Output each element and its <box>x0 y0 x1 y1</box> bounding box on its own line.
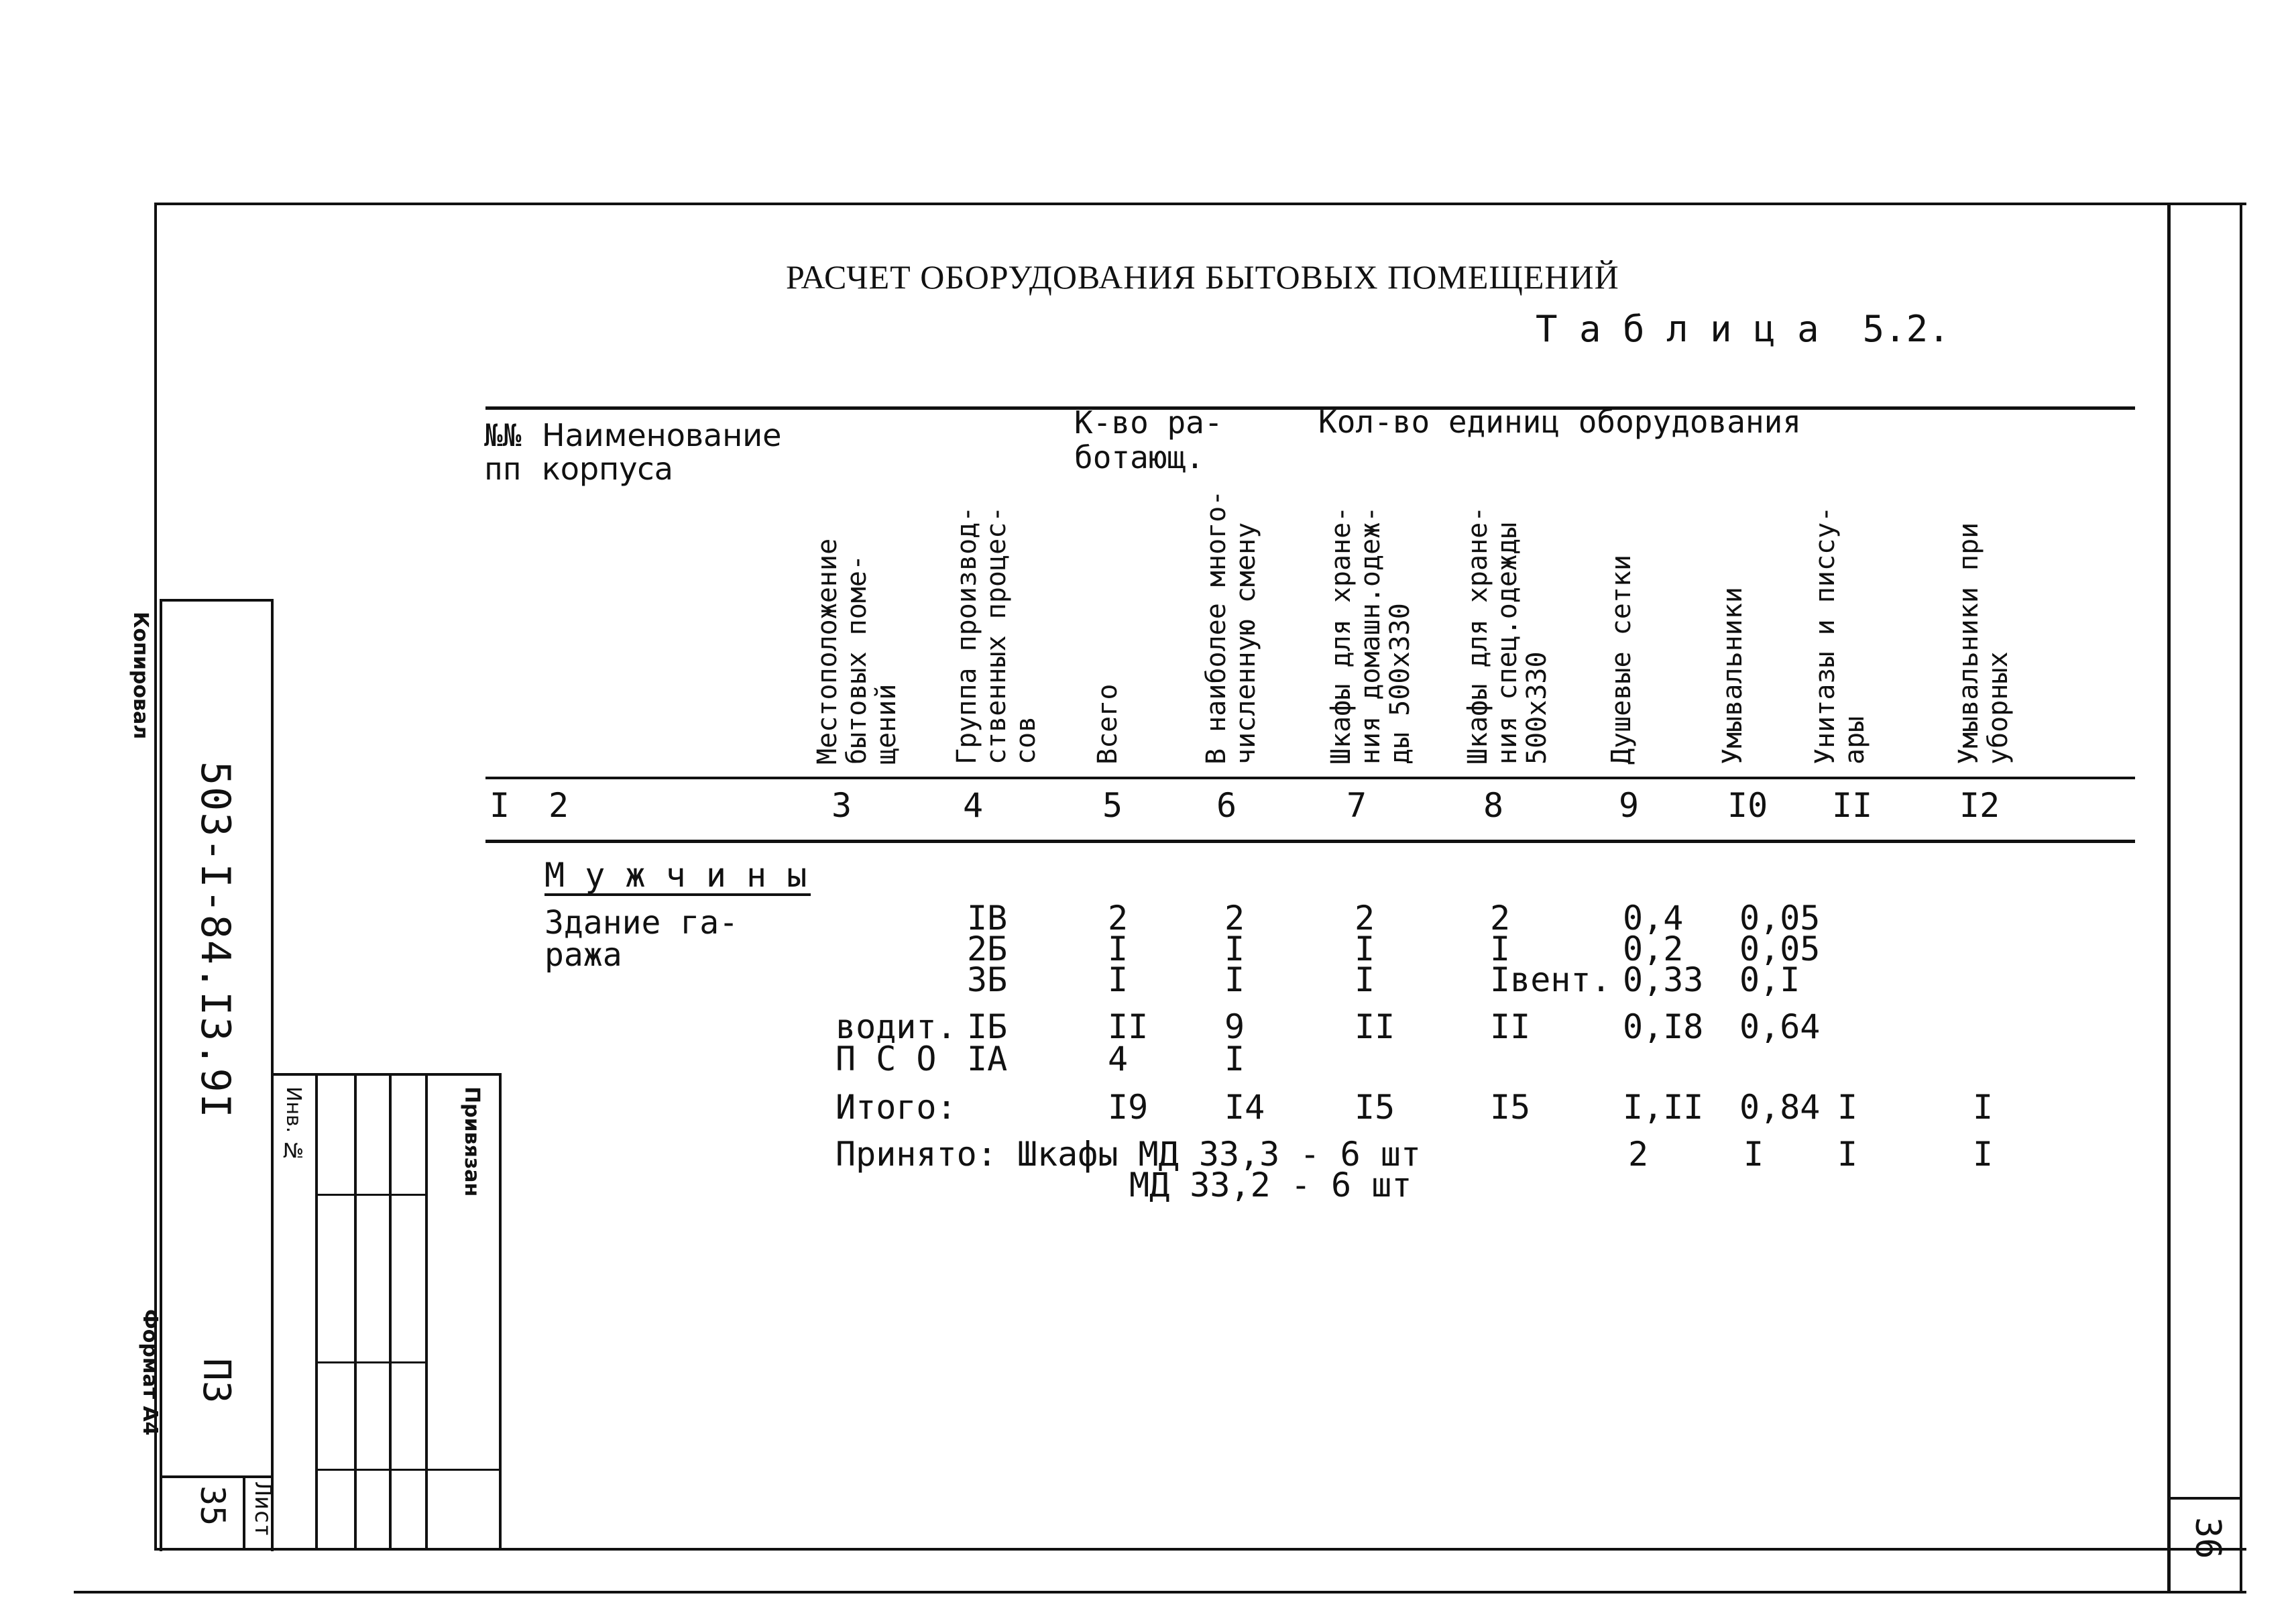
col-number: 6 <box>1216 786 1237 825</box>
cell-home-lockers: I <box>1355 960 1375 999</box>
cell-shift: I <box>1224 930 1245 968</box>
stamp-top <box>160 599 274 602</box>
header-col4: Группа производ- ственных процес- сов <box>952 506 1041 765</box>
header-col6: В наиболее много- численную смену <box>1201 490 1261 765</box>
col-number: 9 <box>1619 786 1640 825</box>
col-number: 7 <box>1346 786 1367 825</box>
cell-shift: 9 <box>1224 1007 1245 1046</box>
header-col2: Наименование корпуса <box>542 417 782 487</box>
page-box-top <box>2167 1497 2241 1500</box>
cell-home-lockers: 2 <box>1355 899 1375 938</box>
header-bottom-rule <box>485 777 2135 779</box>
accepted-c10: I <box>1743 1135 1764 1174</box>
col-number: II <box>1832 786 1873 825</box>
total-label: Итого: <box>836 1088 957 1127</box>
cell-group: 3Б <box>967 960 1008 999</box>
grid-v4 <box>425 1073 428 1549</box>
cell-showers: 0,I8 <box>1623 1007 1704 1046</box>
grid-h2 <box>315 1361 426 1363</box>
inv-label: Инв. № <box>282 1086 305 1163</box>
cell-work-lockers: Iвент. <box>1490 960 1611 999</box>
header-col7: Шкафы для хране- ния домашн.одеж- ды 500х330 <box>1326 506 1416 765</box>
cell-location: водит. <box>836 1007 957 1046</box>
cell-showers: 0,2 <box>1623 930 1684 968</box>
stamp-sheet-divider <box>160 1475 274 1478</box>
cell-shift: I <box>1224 960 1245 999</box>
col-number: I2 <box>1959 786 2000 825</box>
total-c5: I9 <box>1108 1088 1149 1127</box>
document-title: РАСЧЕТ ОБОРУДОВАНИЯ БЫТОВЫХ ПОМЕЩЕНИЙ <box>786 258 1619 296</box>
cell-location: П С О <box>836 1040 937 1078</box>
cell-showers: 0,4 <box>1623 899 1684 938</box>
cell-work-lockers: I <box>1490 930 1511 968</box>
col-number: I <box>490 786 510 825</box>
stamp-code: 503-I-84.I3.9I <box>192 761 239 1119</box>
header-col8: Шкафы для хране- ния спец.одежды 500х330 <box>1462 506 1552 765</box>
frame-right-inner <box>2167 203 2171 1592</box>
bound-label: Привязан <box>460 1086 483 1197</box>
table-label: Т а б л и ц а 5.2. <box>1536 308 1950 350</box>
cell-shift: 2 <box>1224 899 1245 938</box>
stamp-section: ПЗ <box>194 1358 238 1404</box>
accepted-label: Принято: Шкафы МД 33,3 - 6 шт <box>836 1135 1421 1174</box>
section-label: М у ж ч и н ы <box>544 858 811 896</box>
frame-top <box>154 203 2246 205</box>
header-col1: №№ пп <box>484 417 522 487</box>
cell-total: II <box>1108 1007 1149 1046</box>
col-number: 2 <box>549 786 569 825</box>
frame-bottom <box>154 1548 2246 1551</box>
grid-v2 <box>354 1073 357 1549</box>
header-col12: Умывальники при уборных <box>1953 522 2014 765</box>
header-col5: Всего <box>1092 683 1123 765</box>
cell-showers: 0,33 <box>1623 960 1704 999</box>
total-c7: I5 <box>1355 1088 1395 1127</box>
page-number: 36 <box>2187 1517 2228 1559</box>
cell-washbasins: 0,I <box>1739 960 1800 999</box>
cell-total: I <box>1108 960 1129 999</box>
cell-group: IВ <box>967 899 1008 938</box>
cell-group: IА <box>967 1040 1008 1078</box>
total-c8: I5 <box>1490 1088 1531 1127</box>
copied-label: Копировал <box>129 612 152 740</box>
cell-total: 2 <box>1108 899 1129 938</box>
table-top-rule <box>485 406 2135 410</box>
grid-h3 <box>315 1469 502 1471</box>
grid-v3 <box>389 1073 392 1549</box>
stamp-sheet-vert <box>243 1475 245 1549</box>
accepted-c12: I <box>1973 1135 1994 1174</box>
stamp-sheet-number: 35 <box>193 1486 232 1526</box>
cell-total: 4 <box>1108 1040 1129 1078</box>
building-name: Здание га- ража <box>544 904 738 974</box>
header-col3: Местоположение бытовых поме- щений <box>812 538 902 765</box>
accepted-c9: 2 <box>1628 1135 1649 1174</box>
grid-v1 <box>315 1073 318 1549</box>
cell-shift: I <box>1224 1040 1245 1078</box>
frame-right-outer <box>2240 203 2242 1592</box>
col-number: 4 <box>963 786 984 825</box>
outer-bottom <box>74 1591 2246 1593</box>
col-number: I0 <box>1727 786 1768 825</box>
cell-washbasins: 0,05 <box>1739 899 1821 938</box>
total-c11: I <box>1837 1088 1858 1127</box>
cell-work-lockers: 2 <box>1490 899 1511 938</box>
cell-group: 2Б <box>967 930 1008 968</box>
header-col11: Унитазы и писсу- ары <box>1810 506 1870 765</box>
col-number: 3 <box>831 786 852 825</box>
col-number: 5 <box>1102 786 1123 825</box>
total-c12: I <box>1973 1088 1994 1127</box>
grid-v5 <box>499 1073 502 1549</box>
header-group-workers: К-во ра- ботающ. <box>1074 404 1223 475</box>
header-group-equipment: Кол-во единиц оборудования <box>1318 404 1802 440</box>
header-col10: Умывальники <box>1717 587 1748 765</box>
cell-home-lockers: II <box>1355 1007 1395 1046</box>
header-col9: Душевые сетки <box>1606 554 1637 765</box>
cell-washbasins: 0,05 <box>1739 930 1821 968</box>
accepted-line2: МД 33,2 - 6 шт <box>1129 1166 1412 1205</box>
cell-washbasins: 0,64 <box>1739 1007 1821 1046</box>
total-c10: 0,84 <box>1739 1088 1821 1127</box>
accepted-c11: I <box>1837 1135 1858 1174</box>
format-label: Формат А4 <box>138 1309 162 1436</box>
cell-total: I <box>1108 930 1129 968</box>
cell-work-lockers: II <box>1490 1007 1531 1046</box>
total-c6: I4 <box>1224 1088 1265 1127</box>
cell-group: IБ <box>967 1007 1008 1046</box>
grid-top <box>271 1073 502 1076</box>
col-number: 8 <box>1483 786 1504 825</box>
stamp-sheet-label: Лист <box>249 1482 276 1537</box>
total-c9: I,II <box>1623 1088 1704 1127</box>
grid-h1 <box>315 1194 426 1196</box>
cell-home-lockers: I <box>1355 930 1375 968</box>
numbers-bottom-rule <box>485 840 2135 843</box>
